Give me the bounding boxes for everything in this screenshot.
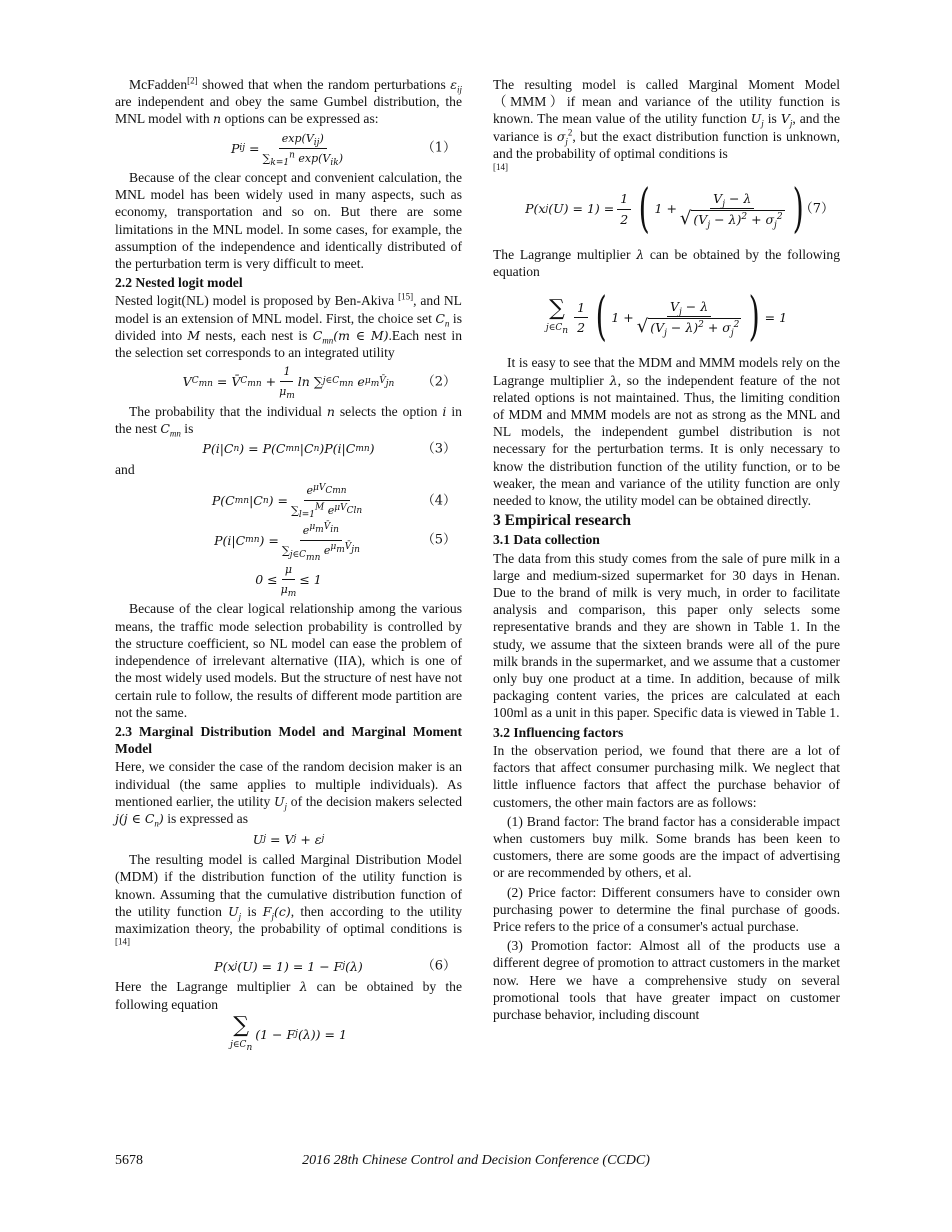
paragraph-mnl-limits: Because of the clear concept and convenient calculation, the MNL model has been widely used in many aspects, such as economy, transportation and so on. But there are some limitations in the MNL model. In some cases, for example, the assumption of the independence and identically distributed of the perturbation term is very difficult to meet. bbox=[115, 170, 462, 272]
equation-4: P(C mn |C n ) = $\frac{e^{\mu V_{Cmn}}}{\sum_{l=1}^M e^{\mu V_{Cln}}}$ （4） bbox=[211, 482, 456, 521]
section-3-heading: 3 Empirical research bbox=[493, 512, 632, 530]
paragraph-price-factor: (2) Price factor: Different consumers have to consider own purchasing power to determine the final purchase of goods. Price refers to the price of a consumer's actual purchase. bbox=[493, 884, 840, 934]
paragraph-mdm: The resulting model is called Marginal Distribution Model (MDM) if the distribution function of the utility function is known. Assuming that the cumulative distribution function of the utility function $U_j$ is $F_j(c)$, then according to the utility maximization theory, the probability of optimal conditions is [14] bbox=[115, 852, 462, 947]
paragraph-brand-factor: (1) Brand factor: The brand factor has a considerable impact when customers buy milk. Some brands has been keen to customers, there are some goods are the impact of advertising or are recommended by others, et al. bbox=[493, 813, 840, 881]
paragraph-mdm-mmm-compare: It is easy to see that the MDM and MMM models rely on the Lagrange multiplier λ, so the independent feature of the not related options is not maintained. Thus, the limiting condition of MDM and MMM models are not as strong as the MNL and NL models, the independent gumbel distribution is not necessary for the perturbation terms. It is only necessary to know the distribution function of the utility function, or to be weaker, the mean and variance of the utility function are only needed to know, the utility model can be obtained directly. bbox=[493, 355, 840, 509]
equation-sum-left: ∑ $j\in C_n$ (1 − F j (λ)) = 1 bbox=[230, 1012, 347, 1053]
section-2-3-heading: 2.3 Marginal Distribution Model and Marginal Moment Model bbox=[115, 723, 462, 757]
right-column bbox=[493, 76, 840, 1023]
equation-inequality: 0 ≤ $\frac{\mu}{\mu_m}$ ≤ 1 bbox=[255, 563, 322, 600]
conference-name: 2016 28th Chinese Control and Decision Conference (CCDC) bbox=[302, 1153, 650, 1168]
paragraph-influencing-factors: In the observation period, we found that there are a lot of factors that affect consumer purchasing milk. We neglect that little influence factors that affect the purchase behavior of customers, the other main factors are as follows: bbox=[493, 742, 840, 810]
text-and: and bbox=[115, 462, 135, 478]
paragraph-lagrange-left: Here the Lagrange multiplier λ can be obtained by the following equation bbox=[115, 979, 462, 1012]
equation-5: P(i|C mn ) = $\frac{e^{\mu_mV̄_{in}}}{\sum_{j\in C_{mn}} e^{\mu_mV̄_{jn}}}$ （5） bbox=[214, 522, 456, 563]
equation-8: ∑ $j\in C_n$ $\frac{1}{2}$ ( 1 + $\frac{V_j - \lambda}{√ (V_j - \lambda)^2 + \sigma_j^2}$ ) = 1 bbox=[545, 287, 788, 348]
paragraph-data-collection: The data from this study comes from the sale of pure milk in a large and medium-sized supermarket for 30 days in Henan. Due to the brand of milk is very much, in order to facilitate analysis and comparison, this paper only selects some representative brands and they are shown in Table 1. In the study, we assume that the sixteen brands were all of the pure milk brands in the supermarket, and we assume that a customer only buy one product at a time. In addition, because of milk packaging content varies, the prices are calculated at each 100ml as a unit in this paper. Specific data is viewed in Table 1. bbox=[493, 550, 840, 721]
equation-7: P(x j (U) = 1) = $\frac{1}{2}$ ( 1 + $\frac{V_j - \lambda}{√ (V_j - \lambda)^2 + \sigma_j^2}$ ) （7） bbox=[525, 179, 834, 240]
equation-3: P(i|C n ) = P(C mn |C n )P(i|C mn ) （3） bbox=[202, 441, 456, 457]
paragraph-random-decision: Here, we consider the case of the random decision maker is an individual (the same applies to multiple individuals). As mentioned earlier, the utility $U_j$ of the decision makers selected j(j ∈ $C_n$) is expressed as bbox=[115, 759, 462, 829]
paragraph-nested-logit: Nested logit(NL) model is proposed by Ben-Akiva [15], and NL model is an extension of MNL model. First, the choice set $C_n$ is divided into M nests, each nest is $C_{mn}(m$ ∈ M).Each nest in the selection set corresponds to an integrated utility bbox=[115, 291, 462, 361]
left-column bbox=[115, 76, 462, 1056]
page-number: 5678 bbox=[115, 1153, 143, 1168]
equation-2: V $C_{mn}$ = V̄ $C_{mn}$ + $\frac{1}{\mu_m}$ ln ∑ $j\in C_{mn}$ e $\mu_mV̄_{jn}$ （2） bbox=[182, 365, 456, 402]
equation-6: P(x j (U) = 1) = 1 − F j (λ) （6） bbox=[214, 958, 456, 974]
paragraph-probability: The probability that the individual n selects the option i in the nest $C_{mn}$ is bbox=[115, 403, 462, 439]
paragraph-lagrange-right: The Lagrange multiplier λ can be obtained by the following equation bbox=[493, 247, 840, 280]
paragraph-mcfadden: McFadden[2] showed that when the random perturbations $\varepsilon_{ij}$ are independent and obey the same Gumbel distribution, the MNL model with n options can be expressed as: bbox=[115, 75, 462, 127]
section-3-1-heading: 3.1 Data collection bbox=[493, 532, 600, 548]
equation-1: P ij = $\frac{\exp(V_{ij})}{\sum_{k=1}^n \exp(V_{ik})}$ （1） bbox=[230, 131, 456, 168]
section-3-2-heading: 3.2 Influencing factors bbox=[493, 724, 624, 740]
paragraph-promotion-factor: (3) Promotion factor: Almost all of the products use a different degree of promotion to attract customers in the market now. Here we have a comprehensive study on several promotional tools that have greater impact on customer purchase behavior, including discount bbox=[493, 938, 840, 1022]
equation-utility: U j = V j + ε j bbox=[252, 831, 325, 847]
paragraph-mmm: The resulting model is called Marginal Moment Model （MMM）if mean and variance of the utility function is known. The mean value of the utility function $U_j$ is $V_j$, and the variance is $\sigma_j^2$, but the exact distribution function is unknown, and the probability of optimal conditions is [14] bbox=[493, 77, 841, 173]
paragraph-nl-structure: Because of the clear logical relationship among the various means, the traffic mode selection probability is controlled by the structure coefficient, so NL model can ease the problem of independence of irrelevant alternative (IIA), which is one of the most widely used models. But the structure of nest have not certain rule to follow, the results of different mode partition are not the same. bbox=[115, 601, 462, 720]
section-2-2-heading: 2.2 Nested logit model bbox=[115, 275, 243, 291]
